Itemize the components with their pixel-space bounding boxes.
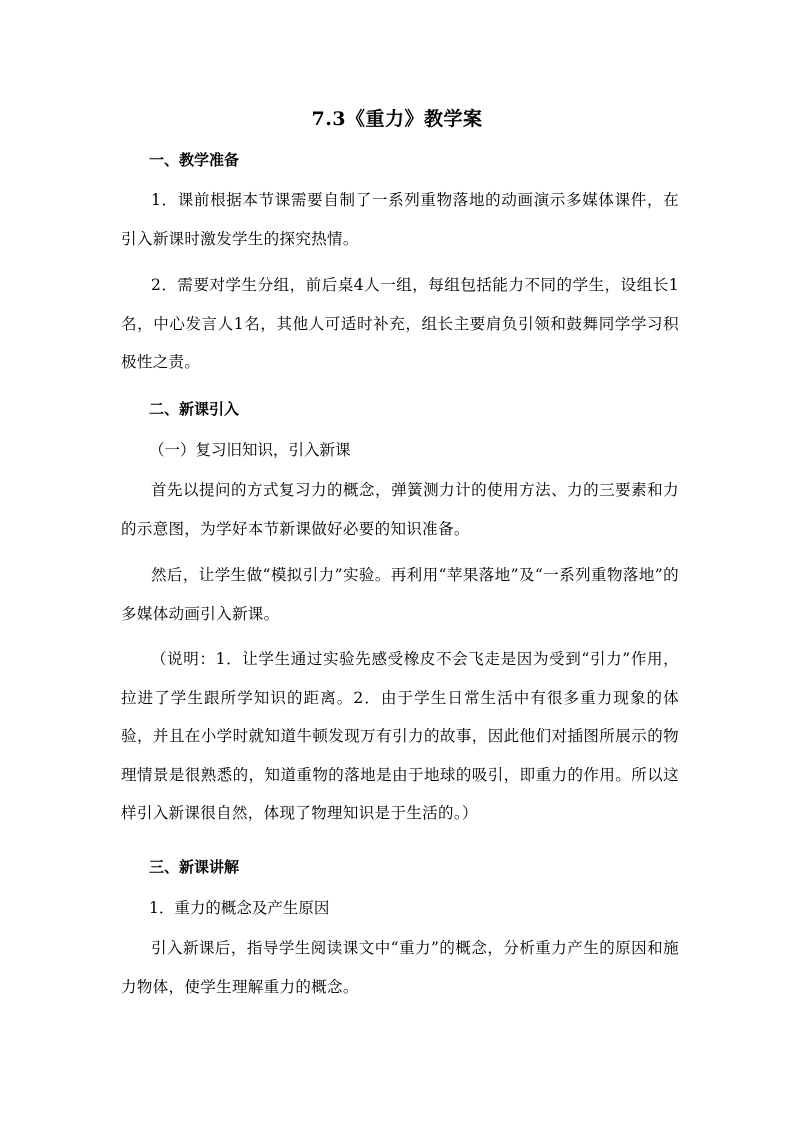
lecture-subheading: 1．重力的概念及产生原因: [149, 899, 330, 917]
section-heading-introduction: 二、新课引入: [149, 400, 240, 418]
preparation-paragraph-1: 1．课前根据本节课需要自制了一系列重物落地的动画演示多媒体课件，在引入新课时激发学生的探究热情。: [121, 191, 679, 248]
section-heading-lecture: 三、新课讲解: [149, 858, 240, 876]
lecture-paragraph-1: 引入新课后，指导学生阅读课文中“重力”的概念，分析重力产生的原因和施力物体，使学生理解重力的概念。: [121, 939, 679, 996]
introduction-paragraph-1: 首先以提问的方式复习力的概念，弹簧测力计的使用方法、力的三要素和力的示意图，为学好本节新课做好必要的知识准备。: [121, 481, 679, 538]
preparation-paragraph-2: 2．需要对学生分组，前后桌4人一组，每组包括能力不同的学生，设组长1名，中心发言人1名，其他人可适时补充，组长主要肩负引领和鼓舞同学学习积极性之责。: [121, 276, 679, 371]
introduction-subheading: （一）复习旧知识，引入新课: [149, 441, 351, 459]
introduction-paragraph-2: 然后，让学生做“模拟引力”实验。再利用“苹果落地”及“一系列重物落地”的多媒体动画引入新课。: [121, 566, 679, 623]
document-title: 7.3《重力》教学案: [311, 108, 483, 130]
introduction-note-paragraph: （说明：1．让学生通过实验先感受橡皮不会飞走是因为受到“引力”作用，拉进了学生跟所学知识的距离。2．由于学生日常生活中有很多重力现象的体验，并且在小学时就知道牛顿发现万有引力的故事，因此他们对插图所展示的物理情景是很熟悉的，知道重物的落地是由于地球的吸引，即重力的作用。所以这样引入新课很自然，体现了物理知识是于生活的。）: [121, 650, 679, 822]
section-heading-preparation: 一、教学准备: [149, 151, 240, 169]
